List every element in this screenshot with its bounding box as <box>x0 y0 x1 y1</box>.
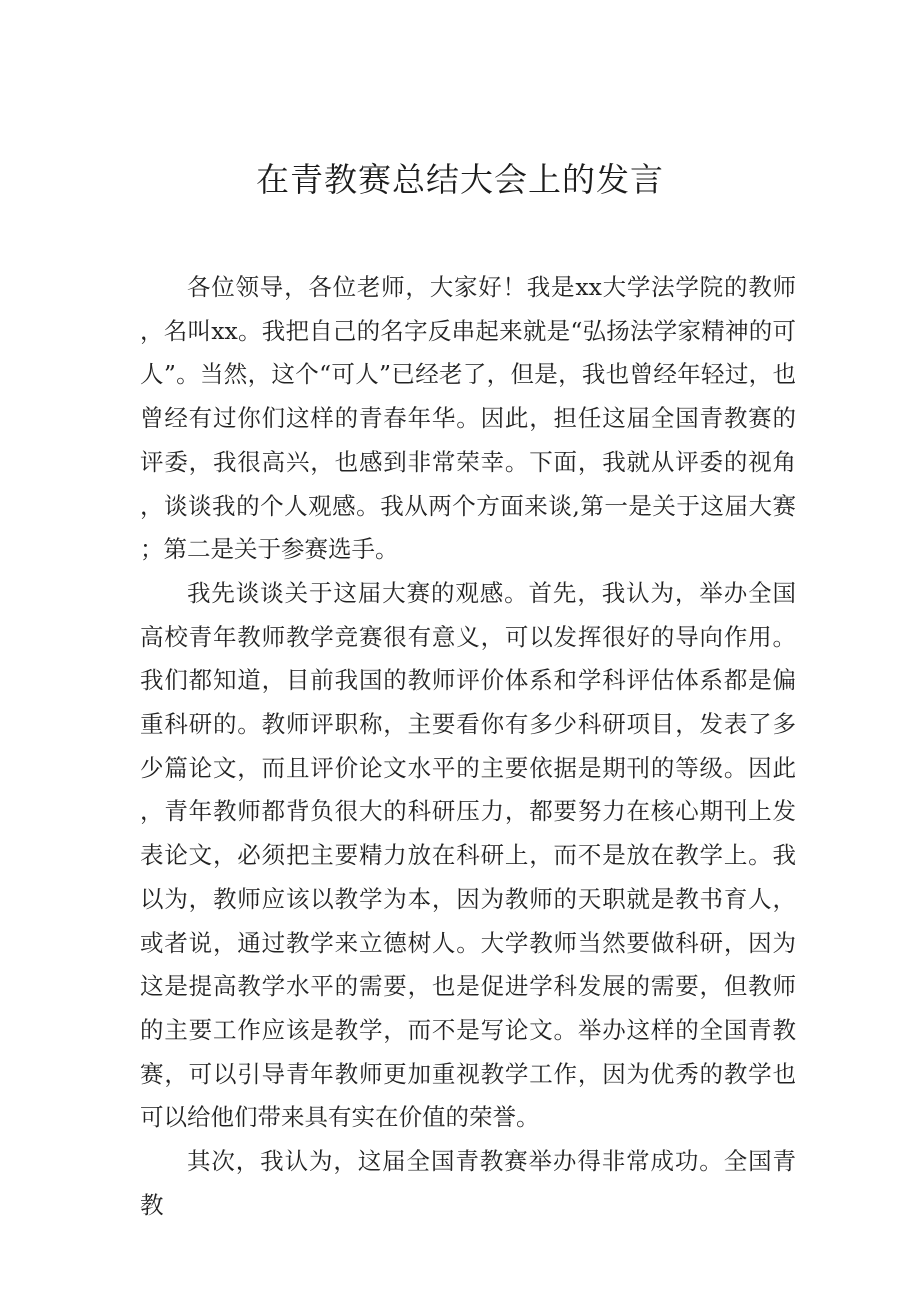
paragraph-second-point: 其次，我认为，这届全国青教赛举办得非常成功。全国青教 <box>140 1147 796 1219</box>
document-title: 在青教赛总结大会上的发言 <box>256 160 664 199</box>
document-body <box>140 266 796 1227</box>
paragraph-intro: 各位领导，各位老师，大家好！我是xx大学法学院的教师，名叫xx。我把自己的名字反串起来就是“弘扬法学家精神的可人”。当然，这个“可人”已经老了，但是，我也曾经年轻过，也曾经有过你们这样的青春年华。因此，担任这届全国青教赛的评委，我很高兴，也感到非常荣幸。下面，我就从评委的视角，谈谈我的个人观感。我从两个方面来谈,第一是关于这届大赛；第二是关于参赛选手。 <box>140 273 796 564</box>
paragraph-contest-impressions: 我先谈谈关于这届大赛的观感。首先，我认为，举办全国高校青年教师教学竞赛很有意义，可以发挥很好的导向作用。我们都知道，目前我国的教师评价体系和学科评估体系都是偏重科研的。教师评职称，主要看你有多少科研项目，发表了多少篇论文，而且评价论文水平的主要依据是期刊的等级。因此，青年教师都背负很大的科研压力，都要努力在核心期刊上发表论文，必须把主要精力放在科研上，而不是放在教学上。我以为，教师应该以教学为本，因为教师的天职就是教书育人，或者说，通过教学来立德树人。大学教师当然要做科研，因为这是提高教学水平的需要，也是促进学科发展的需要，但教师的主要工作应该是教学，而不是写论文。举办这样的全国青教赛，可以引导青年教师更加重视教学工作，因为优秀的教学也可以给他们带来具有实在价值的荣誉。 <box>140 578 796 1132</box>
